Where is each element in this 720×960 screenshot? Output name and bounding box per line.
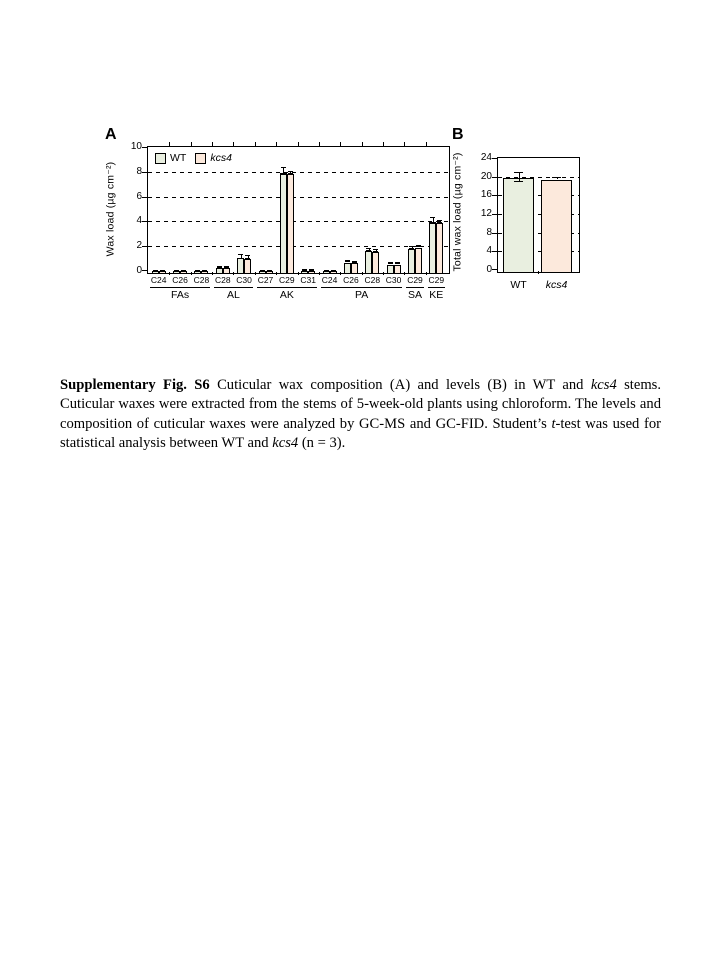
category-label: C26 bbox=[343, 275, 359, 285]
legend-label: kcs4 bbox=[210, 152, 232, 164]
chart-a-y-axis-title-text: Wax load (µg cm⁻²) bbox=[104, 161, 117, 257]
category-label: C26 bbox=[172, 275, 188, 285]
error-bar-cap bbox=[552, 180, 561, 181]
bar-kcs4 bbox=[436, 223, 443, 273]
category-label: C30 bbox=[385, 275, 402, 285]
bar-WT bbox=[503, 178, 534, 272]
top-axis-tick bbox=[169, 142, 170, 146]
category-label: C29 bbox=[278, 275, 295, 285]
bar-kcs4 bbox=[351, 263, 358, 273]
bar-WT bbox=[365, 251, 372, 273]
bar-WT bbox=[408, 249, 415, 273]
error-bar-cap bbox=[245, 258, 250, 259]
category-label: C27 bbox=[257, 275, 274, 285]
error-bar-cap bbox=[302, 270, 307, 271]
caption-segment: (n = 3). bbox=[298, 435, 346, 452]
bar-kcs4 bbox=[223, 268, 230, 273]
gridline bbox=[148, 246, 449, 247]
y-axis-tick bbox=[142, 147, 147, 148]
bar-WT bbox=[216, 268, 223, 273]
bar-WT bbox=[280, 173, 287, 273]
caption-segment: kcs4 bbox=[590, 377, 617, 393]
top-axis-tick bbox=[191, 142, 192, 146]
error-bar-cap bbox=[409, 248, 414, 249]
top-axis-tick bbox=[255, 142, 256, 146]
error-bar-cap bbox=[430, 223, 435, 224]
caption-segment: kcs4 bbox=[272, 435, 299, 452]
bar-kcs4 bbox=[394, 265, 401, 273]
error-bar-cap bbox=[281, 167, 286, 168]
group-label: KE bbox=[429, 289, 444, 301]
group-underline bbox=[428, 287, 445, 288]
error-bar-cap bbox=[153, 271, 158, 272]
error-bar-cap bbox=[331, 271, 336, 272]
error-bar-cap bbox=[324, 271, 329, 272]
bar-kcs4 bbox=[541, 180, 572, 272]
error-bar-cap bbox=[174, 271, 179, 272]
top-axis-tick bbox=[212, 142, 213, 146]
y-axis-tick bbox=[142, 270, 147, 271]
error-bar-cap bbox=[352, 262, 357, 263]
error-bar-cap bbox=[437, 222, 442, 223]
caption-segment: Cuticular wax composition (A) and levels (B) in WT and bbox=[217, 377, 591, 393]
error-bar-cap bbox=[288, 173, 293, 174]
error-bar-cap bbox=[281, 174, 286, 175]
error-bar-cap bbox=[267, 271, 272, 272]
error-bar-cap bbox=[345, 261, 350, 262]
error-bar-cap bbox=[395, 263, 400, 264]
group-underline bbox=[406, 287, 423, 288]
error-bar-cap bbox=[437, 220, 442, 221]
error-bar-cap bbox=[430, 217, 435, 218]
bar-WT bbox=[237, 258, 244, 273]
bar-kcs4 bbox=[244, 259, 251, 273]
category-label: C24 bbox=[321, 275, 338, 285]
error-bar bbox=[283, 167, 284, 174]
error-bar-cap bbox=[514, 172, 523, 173]
group-label: AK bbox=[279, 289, 294, 301]
legend-item bbox=[155, 152, 186, 164]
y-axis-tick bbox=[492, 158, 497, 159]
y-tick-label: 24 bbox=[480, 152, 492, 163]
chart-b-plot bbox=[480, 152, 580, 291]
error-bar-cap bbox=[202, 271, 207, 272]
legend-swatch-icon bbox=[155, 153, 166, 164]
y-tick-label: 4 bbox=[136, 215, 142, 227]
category-label: kcs4 bbox=[545, 279, 568, 291]
y-axis-tick bbox=[142, 172, 147, 173]
legend bbox=[155, 152, 232, 164]
y-tick-label: 16 bbox=[480, 189, 492, 201]
bar-kcs4 bbox=[415, 248, 422, 273]
y-tick-label: 8 bbox=[136, 165, 142, 177]
category-label: C29 bbox=[407, 275, 423, 285]
category-label: C28 bbox=[214, 275, 231, 285]
figure-caption bbox=[60, 376, 661, 454]
category-label: C31 bbox=[300, 275, 316, 285]
group-underline bbox=[214, 287, 253, 288]
error-bar-cap bbox=[181, 271, 186, 272]
bar-kcs4 bbox=[372, 252, 379, 273]
category-label: C30 bbox=[236, 275, 252, 285]
gridline bbox=[148, 172, 449, 173]
panel-a-label: A bbox=[105, 126, 117, 143]
y-tick-label: 4 bbox=[486, 245, 492, 257]
category-label: WT bbox=[510, 279, 527, 291]
legend-item bbox=[195, 152, 232, 164]
top-axis-tick bbox=[319, 142, 320, 146]
error-bar-cap bbox=[238, 258, 243, 259]
error-bar-cap bbox=[388, 263, 393, 264]
legend-label: WT bbox=[170, 152, 187, 164]
y-axis-tick bbox=[492, 233, 497, 234]
y-tick-label: 0 bbox=[486, 264, 492, 275]
error-bar-cap bbox=[514, 181, 523, 182]
gridline bbox=[148, 197, 449, 198]
y-tick-label: 20 bbox=[480, 170, 492, 182]
bar-kcs4 bbox=[308, 271, 315, 273]
category-label: C29 bbox=[428, 275, 445, 285]
bar-WT bbox=[429, 222, 436, 273]
y-tick-label: 2 bbox=[136, 240, 142, 252]
y-tick-label: 10 bbox=[130, 141, 142, 152]
y-axis-tick bbox=[142, 246, 147, 247]
error-bar-cap bbox=[217, 267, 222, 268]
group-label: SA bbox=[407, 289, 422, 301]
top-axis-tick bbox=[276, 142, 277, 146]
y-axis-tick bbox=[492, 269, 497, 270]
chart-b-y-axis-title-text: Total wax load (µg cm⁻²) bbox=[452, 152, 464, 272]
caption-segment: stems. Cuticular waxes were extracted from the stems of 5-week-old plants using chloroform. The levels and composition of cuticular waxes were analyzed by GC-MS and GC-FID. Student’s bbox=[60, 377, 661, 432]
y-axis-tick bbox=[492, 214, 497, 215]
category-label: C24 bbox=[150, 275, 167, 285]
caption-segment: t bbox=[551, 415, 556, 432]
caption-segment: Supplementary Fig. S6 bbox=[60, 377, 218, 393]
group-underline bbox=[257, 287, 317, 288]
group-label: FAs bbox=[171, 289, 190, 301]
top-axis-tick bbox=[426, 142, 427, 146]
top-axis-tick bbox=[383, 142, 384, 146]
top-axis-tick bbox=[340, 142, 341, 146]
y-axis-tick bbox=[492, 177, 497, 178]
error-bar-cap bbox=[309, 270, 314, 271]
legend-swatch-icon bbox=[195, 153, 206, 164]
y-axis-tick bbox=[142, 221, 147, 222]
bar-WT bbox=[344, 263, 351, 274]
error-bar-cap bbox=[160, 271, 165, 272]
chart-a-plot bbox=[130, 141, 450, 301]
error-bar-cap bbox=[195, 271, 200, 272]
error-bar-cap bbox=[245, 255, 250, 256]
y-tick-label: 0 bbox=[136, 265, 142, 276]
y-tick-label: 12 bbox=[480, 208, 492, 219]
group-underline bbox=[321, 287, 402, 288]
y-axis-tick bbox=[142, 197, 147, 198]
error-bar-cap bbox=[224, 267, 229, 268]
category-label: C28 bbox=[193, 275, 210, 285]
gridline bbox=[148, 221, 449, 222]
error-bar-cap bbox=[238, 254, 243, 255]
top-axis-tick bbox=[233, 142, 234, 146]
y-tick-label: 6 bbox=[136, 190, 142, 202]
top-axis-tick bbox=[298, 142, 299, 146]
y-tick-label: 8 bbox=[486, 226, 492, 238]
error-bar bbox=[519, 172, 520, 181]
bar-kcs4 bbox=[287, 174, 294, 273]
top-axis-tick bbox=[362, 142, 363, 146]
bar-WT bbox=[301, 271, 308, 273]
caption-segment: -test was used for statistical analysis between WT and bbox=[60, 415, 661, 452]
bar-WT bbox=[387, 265, 394, 273]
top-axis-tick bbox=[404, 142, 405, 146]
y-axis-tick bbox=[492, 251, 497, 252]
error-bar-cap bbox=[373, 251, 378, 252]
error-bar-cap bbox=[416, 246, 421, 247]
group-label: AL bbox=[227, 289, 240, 301]
panel-b-label: B bbox=[452, 126, 464, 143]
error-bar-cap bbox=[260, 271, 265, 272]
group-underline bbox=[150, 287, 210, 288]
error-bar-cap bbox=[552, 177, 561, 178]
group-label: PA bbox=[354, 289, 369, 301]
y-axis-tick bbox=[492, 195, 497, 196]
category-label: C28 bbox=[364, 275, 381, 285]
error-bar-cap bbox=[366, 250, 371, 251]
error-bar-cap bbox=[288, 171, 293, 172]
bottom-axis-tick bbox=[538, 271, 539, 274]
